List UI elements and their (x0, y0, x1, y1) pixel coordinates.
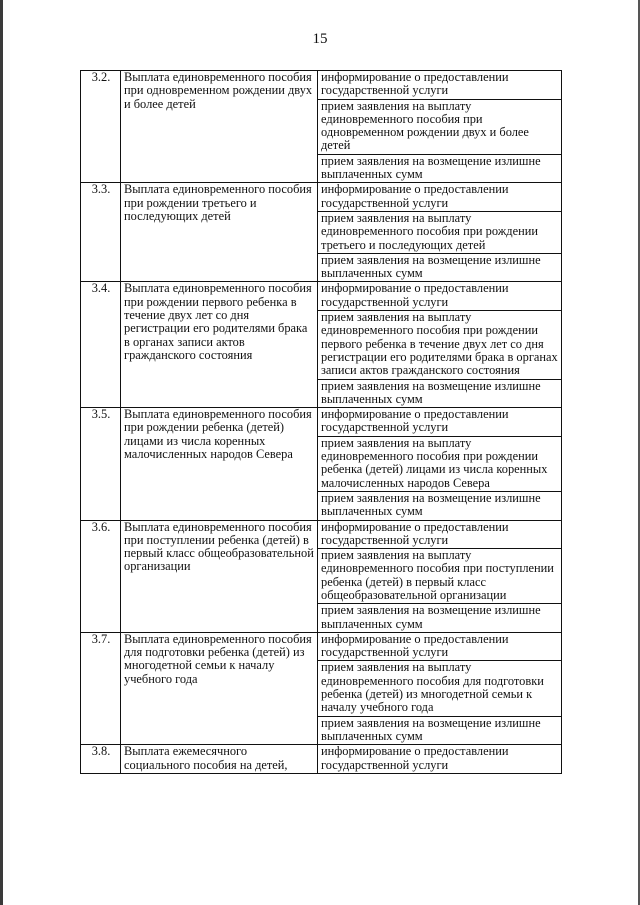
action-cell: информирование о предоставлении государственной услуги (318, 183, 562, 212)
service-name: Выплата единовременного пособия при поступлении ребенка (детей) в первый класс общеобразовательной организации (121, 520, 318, 632)
action-cell: информирование о предоставлении государственной услуги (318, 408, 562, 437)
action-cell: прием заявления на возмещение излишне выплаченных сумм (318, 379, 562, 408)
action-cell: прием заявления на возмещение излишне выплаченных сумм (318, 253, 562, 282)
row-number: 3.2. (81, 71, 121, 183)
action-cell: прием заявления на выплату единовременного пособия при поступлении ребенка (детей) в первый класс общеобразовательной организации (318, 549, 562, 604)
row-number: 3.7. (81, 632, 121, 744)
table-row (81, 632, 562, 661)
table-row (81, 183, 562, 212)
action-cell: информирование о предоставлении государственной услуги (318, 282, 562, 311)
services-table (80, 70, 562, 774)
row-number: 3.3. (81, 183, 121, 282)
action-cell: прием заявления на возмещение излишне выплаченных сумм (318, 491, 562, 520)
row-number: 3.5. (81, 408, 121, 520)
table-row (81, 408, 562, 437)
action-cell: прием заявления на возмещение излишне выплаченных сумм (318, 154, 562, 183)
action-cell: прием заявления на выплату единовременного пособия при рождении ребенка (детей) лицами из числа коренных малочисленных народов Севера (318, 436, 562, 491)
action-cell: информирование о предоставлении государственной услуги (318, 745, 562, 774)
table-row (81, 520, 562, 549)
row-number: 3.8. (81, 745, 121, 774)
action-cell: информирование о предоставлении государственной услуги (318, 520, 562, 549)
page-number: 15 (312, 31, 328, 47)
row-number: 3.4. (81, 282, 121, 408)
action-cell: информирование о предоставлении государственной услуги (318, 71, 562, 100)
table-row (81, 745, 562, 774)
action-cell: прием заявления на выплату единовременного пособия при рождении третьего и последующих детей (318, 211, 562, 253)
table-row (81, 282, 562, 311)
action-cell: прием заявления на выплату единовременного пособия для подготовки ребенка (детей) из многодетной семьи к началу учебного года (318, 661, 562, 716)
action-cell: прием заявления на возмещение излишне выплаченных сумм (318, 604, 562, 633)
service-name: Выплата ежемесячного социального пособия на детей, (121, 745, 318, 774)
service-name: Выплата единовременного пособия при рождении первого ребенка в течение двух лет со дня регистрации его родителями брака в органах записи актов гражданского состояния (121, 282, 318, 408)
service-name: Выплата единовременного пособия при рождении третьего и последующих детей (121, 183, 318, 282)
action-cell: прием заявления на выплату единовременного пособия при одновременном рождении двух и более детей (318, 99, 562, 154)
scan-edge-left (0, 0, 3, 905)
action-cell: информирование о предоставлении государственной услуги (318, 632, 562, 661)
service-name: Выплата единовременного пособия при рождении ребенка (детей) лицами из числа коренных малочисленных народов Севера (121, 408, 318, 520)
action-cell: прием заявления на выплату единовременного пособия при рождении первого ребенка в течение двух лет со дня регистрации его родителями брака в органах записи актов гражданского состояния (318, 311, 562, 379)
service-name: Выплата единовременного пособия для подготовки ребенка (детей) из многодетной семьи к началу учебного года (121, 632, 318, 744)
row-number: 3.6. (81, 520, 121, 632)
action-cell: прием заявления на возмещение излишне выплаченных сумм (318, 716, 562, 745)
table-row (81, 71, 562, 100)
service-name: Выплата единовременного пособия при одновременном рождении двух и более детей (121, 71, 318, 183)
